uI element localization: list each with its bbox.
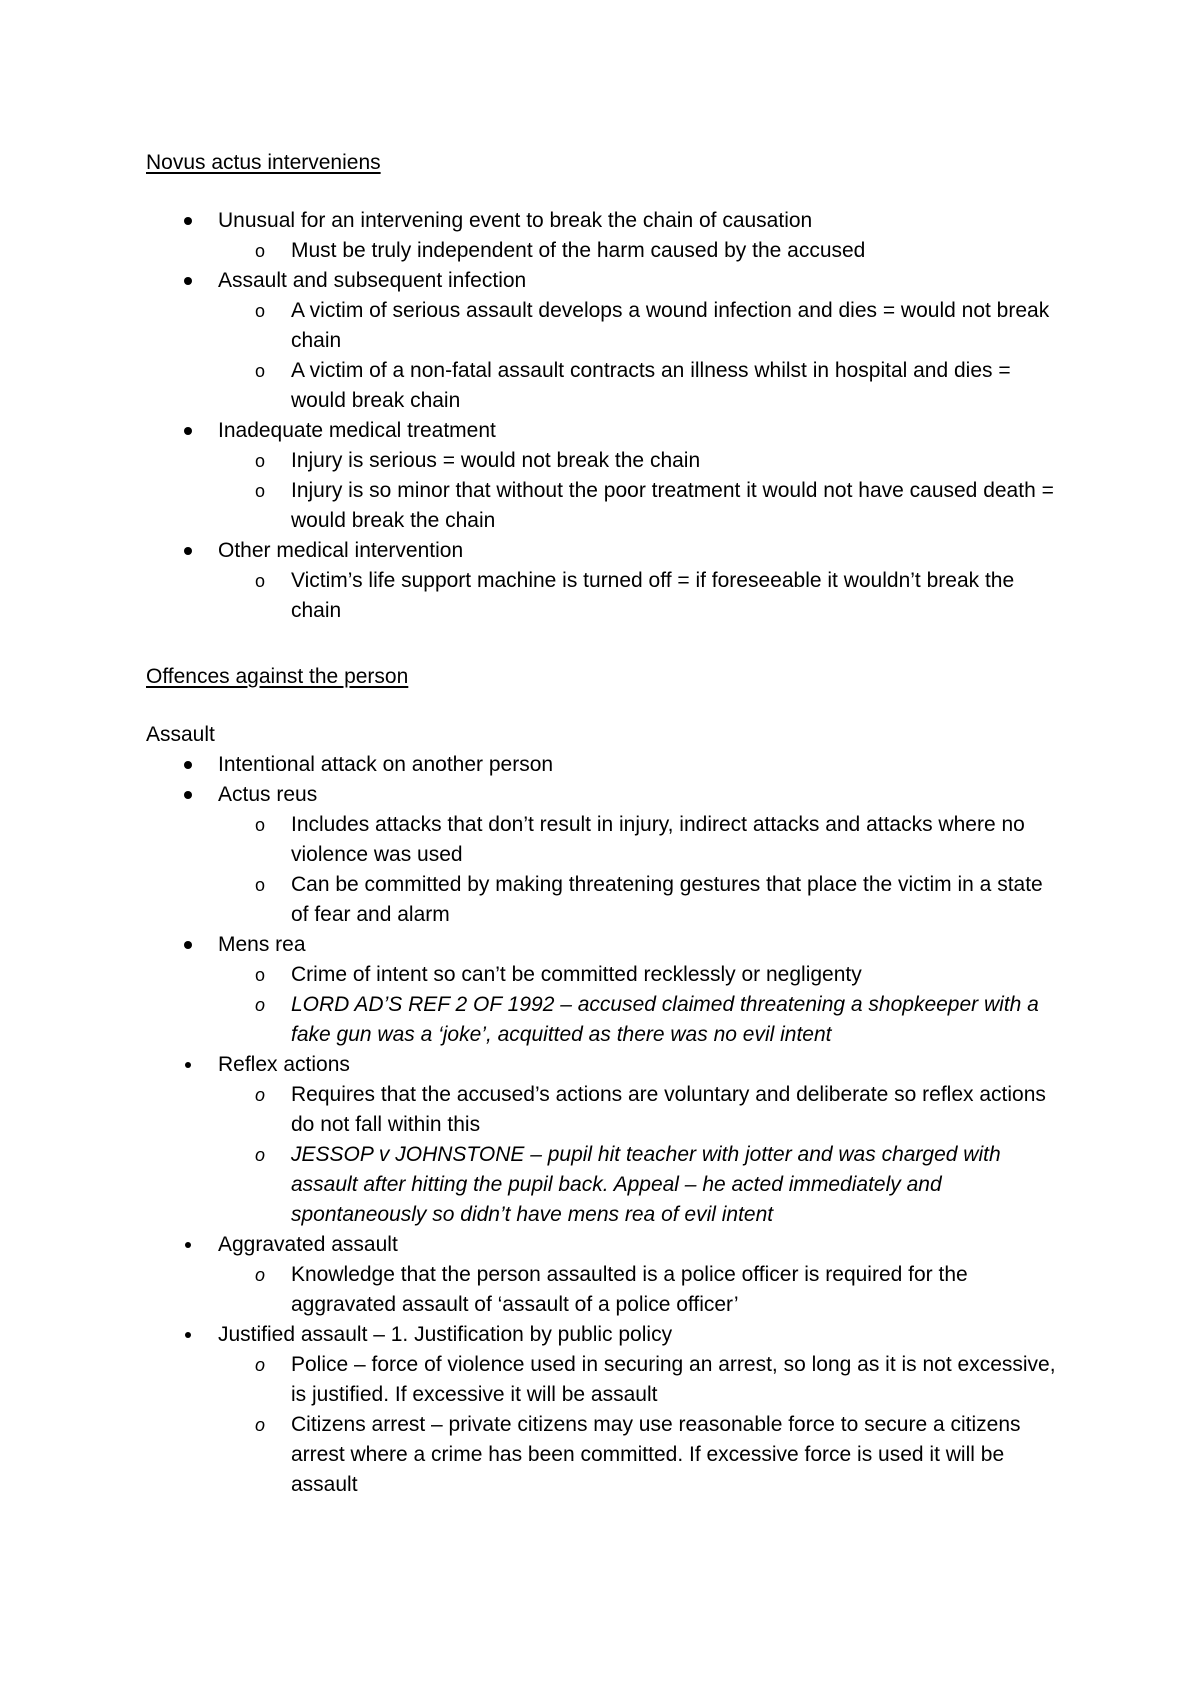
sub-list-item: o Must be truly independent of the harm caused by the accused: [218, 236, 1066, 266]
sub-list: [218, 1350, 1066, 1500]
bullet-text: Actus reus: [218, 783, 318, 806]
case-citation-item: o LORD AD’S REF 2 OF 1992 – accused claimed threatening a shopkeeper with a fake gun was a ‘joke’, acquitted as there was no evil intent: [218, 990, 1066, 1050]
subheading-assault: Assault: [146, 723, 215, 746]
assault-list: [146, 750, 1066, 1500]
sub-list-item: o Citizens arrest – private citizens may use reasonable force to secure a citizens arrest where a crime has been committed. If excessive force is used it will be assault: [218, 1410, 1066, 1500]
sub-list: [218, 446, 1066, 536]
list-item: [146, 416, 1066, 536]
list-item: [146, 930, 1066, 1050]
sub-list-item: o Police – force of violence used in securing an arrest, so long as it is not excessive, is justified. If excessive it will be assault: [218, 1350, 1066, 1410]
section-heading-offences: Offences against the person: [146, 665, 409, 688]
sub-list-item: o A victim of serious assault develops a wound infection and dies = would not break chain: [218, 296, 1066, 356]
bullet-text: Intentional attack on another person: [218, 753, 554, 776]
sub-list-item: o Injury is so minor that without the poor treatment it would not have caused death = would break the chain: [218, 476, 1066, 536]
sub-list-item: o A victim of a non-fatal assault contracts an illness whilst in hospital and dies = would break chain: [218, 356, 1066, 416]
sub-list: [218, 236, 1066, 266]
sub-list: [218, 296, 1066, 416]
sub-list: [218, 810, 1066, 930]
bullet-text: Reflex actions: [218, 1053, 350, 1076]
list-item: [146, 780, 1066, 930]
sub-list: [218, 1260, 1066, 1320]
list-item: [146, 1320, 1066, 1500]
list-item: [146, 206, 1066, 266]
bullet-text: Unusual for an intervening event to break the chain of causation: [218, 209, 813, 232]
sub-list-item: o Requires that the accused’s actions are voluntary and deliberate so reflex actions do not fall within this: [218, 1080, 1066, 1140]
bullet-text: Aggravated assault: [218, 1233, 398, 1256]
list-item: [146, 266, 1066, 416]
list-item: [146, 1230, 1066, 1320]
sub-list-item: o Crime of intent so can’t be committed recklessly or negligenty: [218, 960, 1066, 990]
list-item: [146, 1050, 1066, 1230]
bullet-text: Other medical intervention: [218, 539, 464, 562]
case-citation-item: o JESSOP v JOHNSTONE – pupil hit teacher with jotter and was charged with assault after hitting the pupil back. Appeal – he acted immediately and spontaneously so didn’t have mens rea of evil intent: [218, 1140, 1066, 1230]
sub-list-item: o Knowledge that the person assaulted is a police officer is required for the aggravated assault of ‘assault of a police officer’: [218, 1260, 1066, 1320]
bullet-text: Mens rea: [218, 933, 306, 956]
bullet-text: Inadequate medical treatment: [218, 419, 496, 442]
sub-list-item: o Can be committed by making threatening gestures that place the victim in a state of fear and alarm: [218, 870, 1066, 930]
bullet-text: Justified assault – 1. Justification by public policy: [218, 1323, 673, 1346]
list-item: [146, 750, 1066, 780]
sub-list: [218, 960, 1066, 1050]
section-heading-novus-actus: Novus actus interveniens: [146, 151, 381, 174]
bullet-text: Assault and subsequent infection: [218, 269, 527, 292]
sub-list-item: o Victim’s life support machine is turned off = if foreseeable it wouldn’t break the chain: [218, 566, 1066, 626]
sub-list-item: o Includes attacks that don’t result in injury, indirect attacks and attacks where no violence was used: [218, 810, 1066, 870]
list-item: [146, 536, 1066, 626]
novus-actus-list: [146, 206, 1066, 626]
sub-list: [218, 1080, 1066, 1230]
sub-list: [218, 566, 1066, 626]
sub-list-item: o Injury is serious = would not break the chain: [218, 446, 1066, 476]
